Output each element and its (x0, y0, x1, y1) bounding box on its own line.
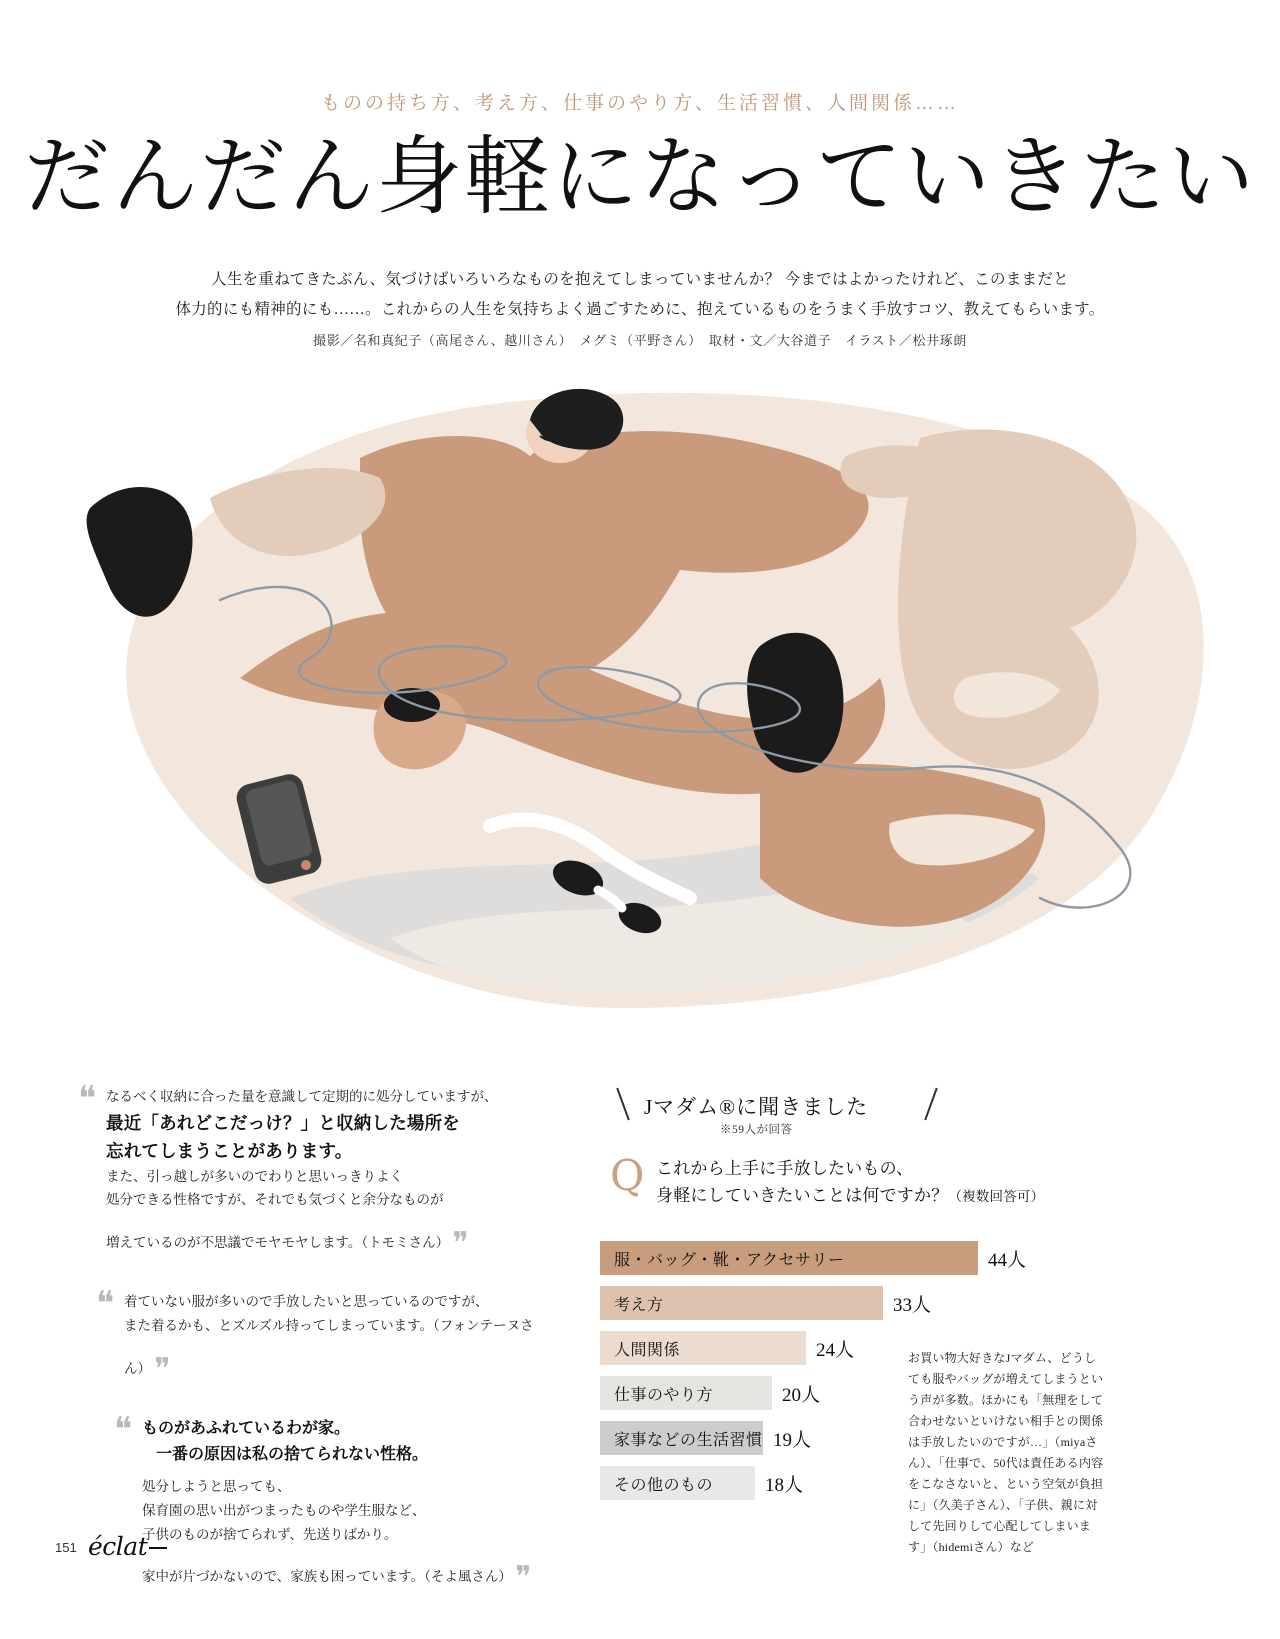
survey-question (600, 1151, 1200, 1215)
quote-2-line-2-text: また着るかも、とズルズル持ってしまっています。（フォンテーヌさん） (124, 1318, 534, 1376)
lede-line-2: 体力的にも精神的にも……。これからの人生を気持ちよく過ごすために、抱えているものをうまく手放すコツ、教えてもらいます。 (175, 301, 1105, 319)
quote-3-emphasis-1: ものがあふれているわが家。 (142, 1420, 351, 1438)
quote-block-3: ❝ ものがあふれているわが家。 一番の原因は私の捨てられない性格。 処分しようと思っても、 保育園の思い出がつまったものや学生服など、 子供のものが捨てられず、先送りばかり。 家中が片づかないので、家族も困っています。（そよ風さん） ❞ (114, 1416, 548, 1599)
question-line-2-text: 身軽にしていきたいことは何ですか？ (656, 1186, 949, 1206)
page-title: だんだん身軽になっていきたい (24, 127, 1256, 227)
question-letter: Q (610, 1151, 645, 1200)
table-row (600, 1421, 1200, 1455)
quote-3-tail-3: 子供のものが捨てられず、先送りばかり。 (142, 1526, 398, 1542)
question-line-1: これから上手に手放したいもの、 (656, 1159, 914, 1178)
quote-1-lead: なるべく収納に合った量を意識して定期的に処分していますが、 (106, 1089, 498, 1104)
quote-close-icon: ❞ (452, 1225, 469, 1261)
question-line-2 (656, 1182, 1200, 1209)
bar-1-label: 考え方 (600, 1286, 883, 1320)
quote-close-icon: ❞ (515, 1560, 532, 1596)
bar-5-value: 18人 (765, 1474, 804, 1496)
magazine-logo (88, 1532, 167, 1561)
quote-block-2: ❝ 着ていない服が多いので手放したいと思っているのですが、 また着るかも、とズルズル持ってしまっています。（フォンテーヌさん） ❞ (96, 1290, 548, 1390)
bar-2-label: 人間関係 (600, 1331, 806, 1365)
bar-4-value: 19人 (773, 1429, 812, 1451)
logo-underline (149, 1547, 167, 1549)
quote-block-1: ❝ なるべく収納に合った量を意識して定期的に処分していますが、 最近「あれどこだっけ？」と収納した場所を 忘れてしまうことがあります。 また、引っ越しが多いのでわりと思いっきりよく 処分できる性格ですが、それでも気づくと余分なものが 増えているのが不思議でモヤモヤします。（トモミさん） ❞ (78, 1085, 548, 1264)
bar-1-value: 33人 (893, 1294, 932, 1316)
survey-side-note: お買い物大好きなJマダム、どうしても服やバッグが増えてしまうという声が多数。ほかにも「無理をして合わせないといけない相手との関係は手放したいのですが…」（miyaさん）、「仕事で、50代は責任ある内容をこなさないと、という空気が負担に」（久美子さん）、「子供、親に対して先回りして心配してしまいます」（hidemiさん）など (908, 1351, 1104, 1554)
quote-3-tail-2: 保育園の思い出がつまったものや学生服など、 (142, 1502, 426, 1518)
table-row (600, 1376, 1200, 1410)
page-number: 151 (55, 1540, 77, 1555)
decorative-slash-left (616, 1088, 630, 1121)
quote-1-emphasis-2: 忘れてしまうことがあります。 (106, 1140, 353, 1161)
table-row (600, 1331, 1200, 1365)
bar-0-value: 44人 (988, 1249, 1027, 1271)
phone-home-button (301, 860, 311, 870)
quote-close-icon: ❞ (154, 1351, 171, 1387)
survey-respondents-note: ※59人が回答 (720, 1124, 793, 1136)
survey-bar-chart (600, 1241, 1200, 1500)
bar-0-label: 服・バッグ・靴・アクセサリー (600, 1241, 978, 1275)
table-row (600, 1286, 1200, 1320)
quote-3-tail-4-text: 家中が片づかないので、家族も困っています。（そよ風さん） (142, 1569, 512, 1585)
bar-2-value: 24人 (816, 1339, 855, 1361)
magazine-logo-text: éclat (88, 1532, 148, 1561)
credits-line: 撮影／名和真紀子（高尾さん、越川さん） メグミ（平野さん） 取材・文／大谷道子 イラスト／松井琢朗 (313, 333, 967, 348)
quote-1-emphasis-1: 最近「あれどこだっけ？」と収納した場所を (106, 1112, 460, 1133)
quote-2-line-2 (124, 1314, 548, 1390)
lede-paragraph (110, 265, 1170, 325)
quote-3-tail-1: 処分しようと思っても、 (142, 1479, 291, 1495)
decorative-slash-right (924, 1088, 938, 1121)
table-row (600, 1466, 1200, 1500)
bar-5-label: その他のもの (600, 1466, 755, 1500)
kicker-text: ものの持ち方、考え方、仕事のやり方、生活習慣、人間関係…… (320, 93, 959, 114)
survey-column (600, 1085, 1200, 1511)
bar-3-label: 仕事のやり方 (600, 1376, 772, 1410)
quote-3-emphasis-2: 一番の原因は私の捨てられない性格。 (156, 1445, 429, 1463)
quote-3-tail-4 (142, 1546, 548, 1599)
bar-3-value: 20人 (782, 1384, 821, 1406)
question-suffix: （複数回答可） (948, 1189, 1045, 1205)
lede-line-1: 人生を重ねてきたぶん、気づけばいろいろなものを抱えてしまっていませんか？ 今まではよかったけれど、このままだと (211, 271, 1069, 288)
quote-1-tail-1: また、引っ越しが多いのでわりと思いっきりよく (106, 1168, 403, 1184)
quote-2-line-1: 着ていない服が多いので手放したいと思っているのですが、 (124, 1294, 489, 1310)
quote-1-tail-3 (106, 1212, 548, 1265)
survey-header (600, 1085, 1200, 1141)
quote-1-tail-3-text: 増えているのが不思議でモヤモヤします。（トモミさん） (106, 1234, 450, 1250)
survey-title: Jマダム®に聞きました (644, 1095, 869, 1119)
hero-illustration (60, 378, 1220, 1038)
quote-1-tail-2: 処分できる性格ですが、それでも気づくと余分なものが (106, 1192, 444, 1208)
table-row (600, 1241, 1200, 1275)
bar-4-label: 家事などの生活習慣 (600, 1421, 763, 1455)
